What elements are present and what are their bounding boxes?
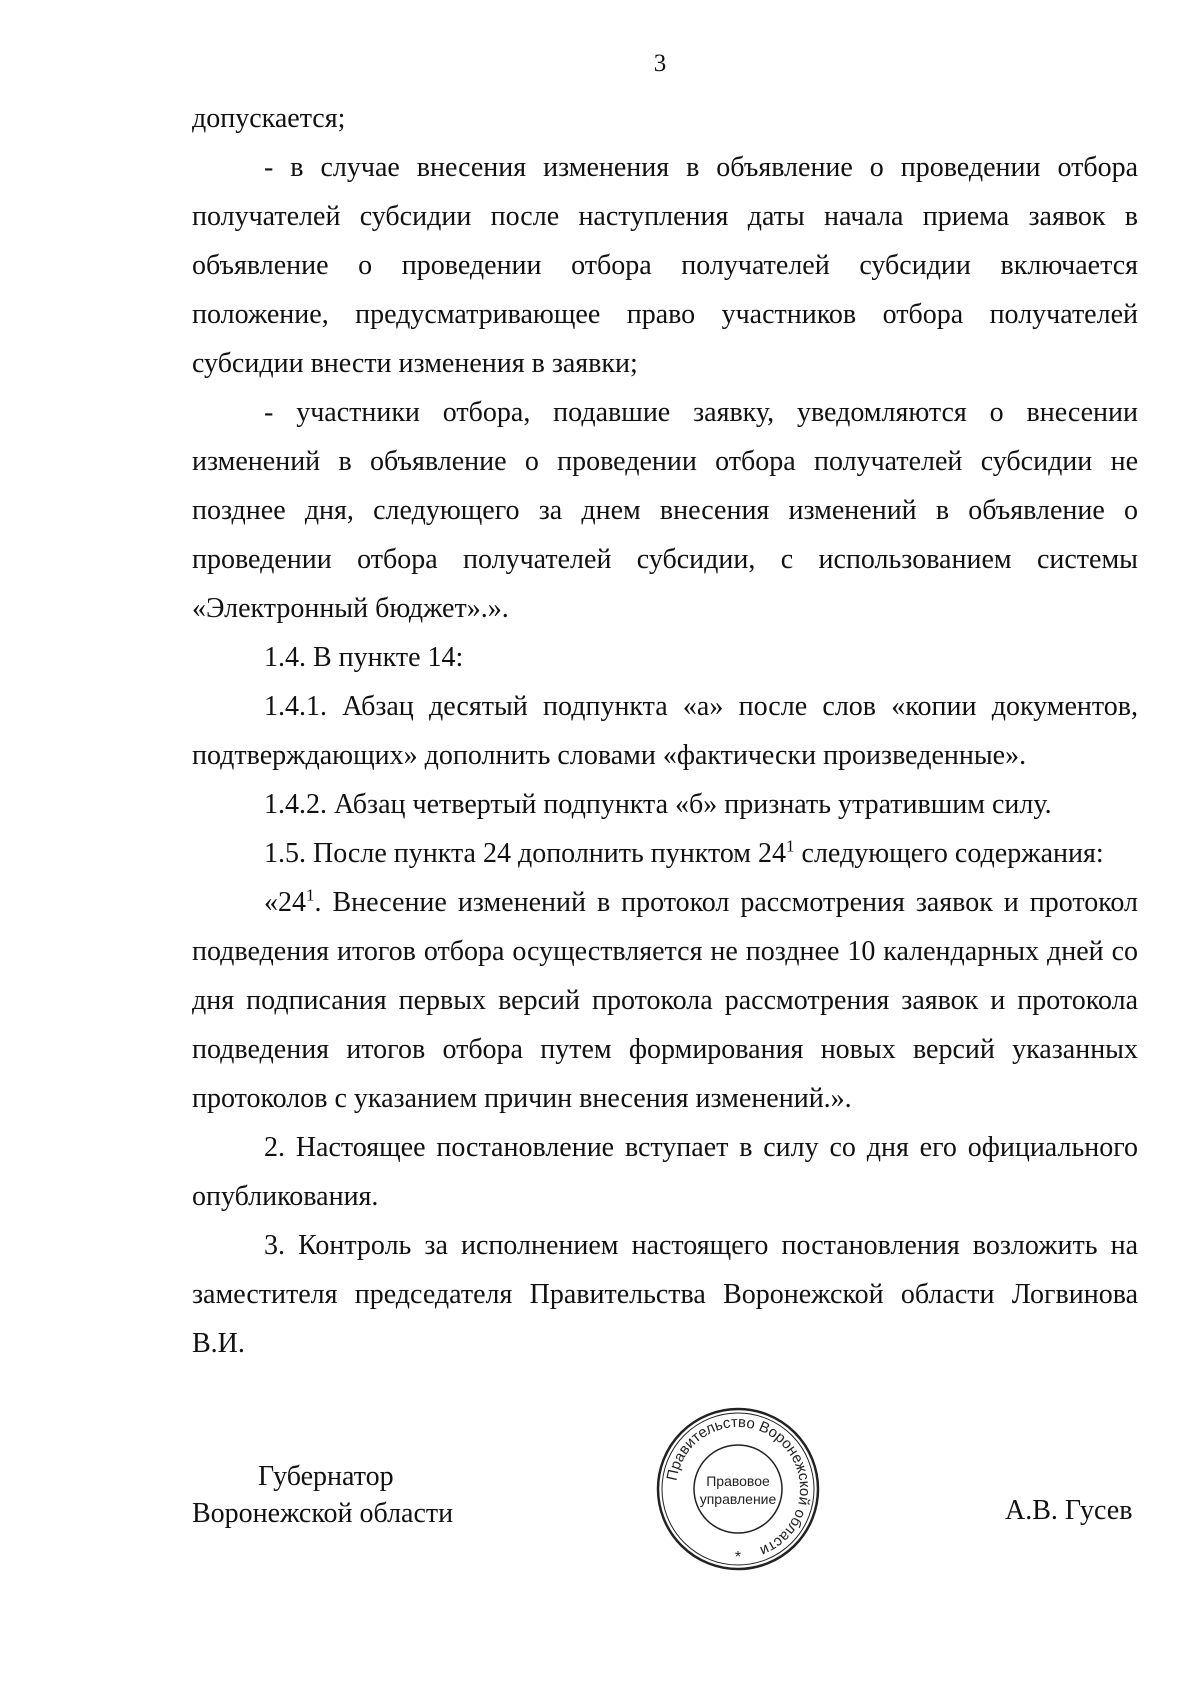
- document-body: [192, 94, 1138, 1368]
- paragraph-1-5-text: 1.5. После пункта 24 дополнить пунктом 24: [264, 838, 787, 869]
- paragraph-1-4: 1.4. В пункте 14:: [264, 642, 464, 673]
- paragraph-1-4-2: 1.4.2. Абзац четвертый подпункта «б» признать утратившим силу.: [264, 789, 1052, 820]
- paragraph-amendment-notice: - в случае внесения изменения в объявление о проведении отбора получателей субсидии после наступления даты начала приема заявок в объявление о проведении отбора получателей субсидии включается положение, предусматривающее право участников отбора получателей субсидии внести изменения в заявки;: [192, 152, 1138, 379]
- stamp-inner-line1: Правовое: [706, 1473, 770, 1489]
- stamp-star: *: [734, 1549, 742, 1566]
- signature-title-line1: Губернатор: [258, 1461, 394, 1492]
- signature-title-line2: Воронежской области: [192, 1498, 454, 1529]
- signatory-name: А.В. Гусев: [1005, 1495, 1133, 1526]
- paragraph-1-5-text-end: следующего содержания:: [794, 838, 1104, 869]
- paragraph-24-1-start: «24: [264, 887, 306, 918]
- paragraph-3: 3. Контроль за исполнением настоящего постановления возложить на заместителя председателя Правительства Воронежской области Логвинова В.И.: [192, 1230, 1138, 1359]
- paragraph-participants-notice: - участники отбора, подавшие заявку, уведомляются о внесении изменений в объявление о проведении отбора получателей субсидии не позднее дня, следующего за днем внесения изменений в объявление о проведении отбора получателей субсидии, с использованием системы «Электронный бюджет».».: [192, 397, 1138, 624]
- paragraph-2: 2. Настоящее постановление вступает в силу со дня его официального опубликования.: [192, 1132, 1138, 1212]
- paragraph-1-5: [192, 829, 1138, 878]
- paragraph-1-4-1: 1.4.1. Абзац десятый подпункта «а» после слов «копии документов, подтверждающих» дополнить словами «фактически произведенные».: [192, 691, 1138, 771]
- superscript: 1: [306, 885, 315, 905]
- paragraph-24-1-text: . Внесение изменений в протокол рассмотрения заявок и протокол подведения итогов отбора осуществляется не позднее 10 календарных дней со дня подписания первых версий протокола рассмотрения заявок и протокола подведения итогов отбора путем формирования новых версий указанных протоколов с указанием причин внесения изменений.».: [192, 887, 1138, 1114]
- paragraph-24-1: [192, 878, 1138, 1123]
- paragraph-continuation: допускается;: [192, 103, 346, 134]
- stamp-inner-line2: управление: [699, 1491, 777, 1507]
- superscript: 1: [786, 836, 795, 856]
- signature-title: [192, 1458, 453, 1532]
- stamp-outer-text: Правительство Воронежской области: [663, 1413, 814, 1560]
- official-stamp-icon: [653, 1404, 823, 1574]
- page-number: 3: [653, 50, 667, 77]
